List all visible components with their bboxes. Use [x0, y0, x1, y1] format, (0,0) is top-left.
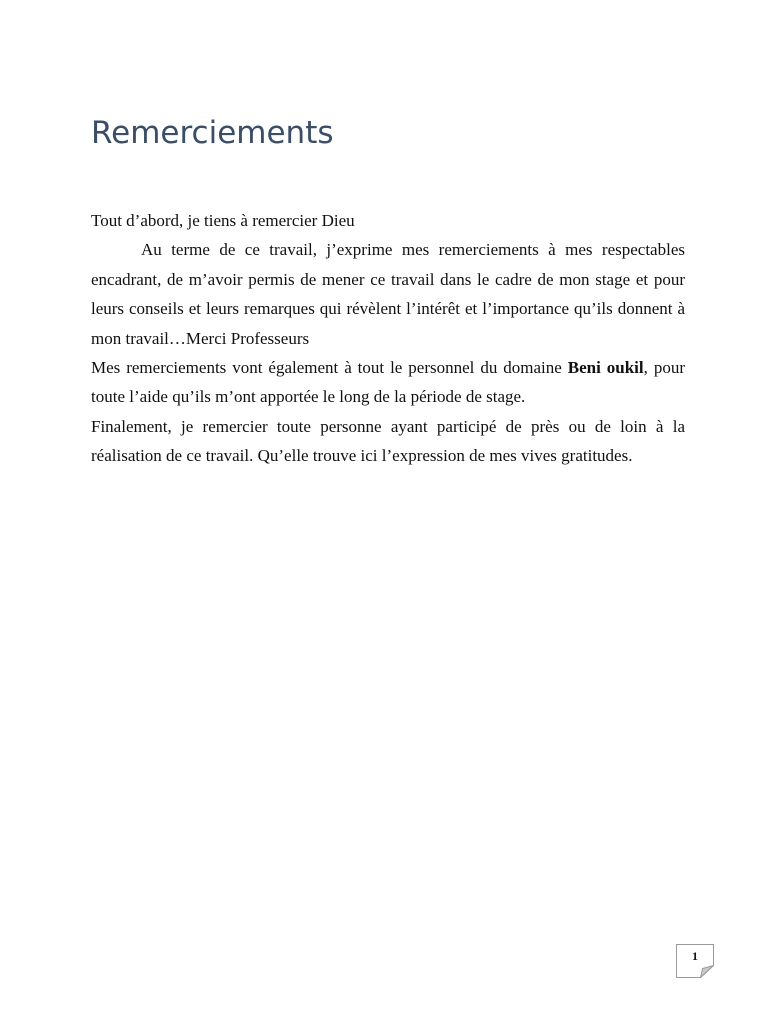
paragraph-3	[91, 353, 685, 412]
page-number-box	[676, 944, 714, 978]
paragraph-3-text-start: Mes remerciements vont également à tout le personnel du domaine	[91, 358, 568, 378]
paragraph-1: Tout d’abord, je tiens à remercier Dieu	[91, 211, 355, 230]
paragraph-2: Au terme de ce travail, j’exprime mes remerciements à mes respectables encadrant, de m’avoir permis de mener ce travail dans le cadre de mon stage et pour leurs conseils et leurs remarques qui révèlent l’intérêt et l’importance qu’ils donnent à mon travail…Merci Professeurs	[91, 240, 685, 348]
page-title: Remerciements	[91, 115, 334, 151]
page-number: 1	[692, 949, 698, 963]
domain-name: Beni oukil	[567, 358, 644, 378]
body-text	[91, 206, 685, 471]
paragraph-4: Finalement, je remercier toute personne ayant participé de près ou de loin à la réalisation de ce travail. Qu’elle trouve ici l’expression de mes vives gratitudes.	[91, 416, 685, 466]
paragraph-3-text-end: , pour toute l’aide qu’ils m’ont apportée le long de la période de stage.	[91, 358, 685, 407]
